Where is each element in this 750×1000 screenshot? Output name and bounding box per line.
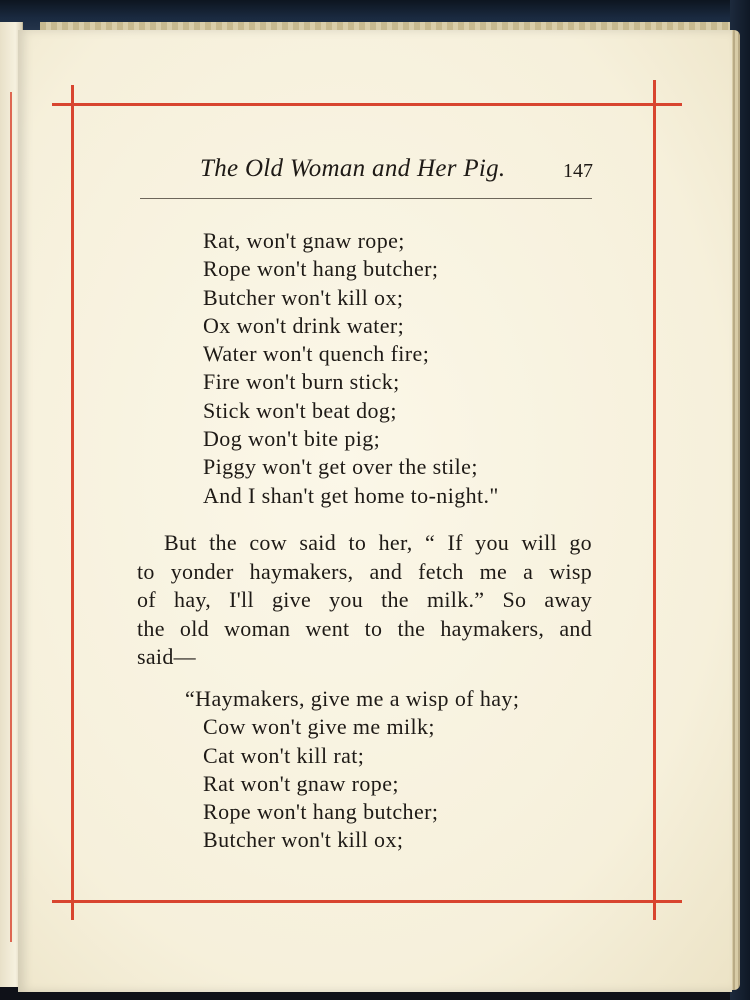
verse-line: Dog won't bite pig; — [203, 426, 381, 452]
prose-paragraph — [137, 529, 592, 672]
verse-line: Rat won't gnaw rope; — [203, 770, 399, 796]
verse-line: Cat won't kill rat; — [203, 742, 365, 768]
running-title: The Old Woman and Her Pig. — [200, 155, 506, 182]
verse-line: And I shan't get home to-night." — [203, 482, 499, 508]
verse-block-1 — [203, 227, 499, 510]
border-rule-bottom — [52, 900, 682, 903]
prose-line: But the cow said to her, “ If you will go — [164, 530, 592, 555]
border-rule-left — [71, 85, 74, 920]
verse-line: Cow won't give me milk; — [203, 714, 435, 740]
verse-line: Rope won't hang butcher; — [203, 256, 439, 282]
verse-line: Water won't quench fire; — [203, 341, 430, 367]
verse-line: Butcher won't kill ox; — [203, 284, 404, 310]
verse-line: Piggy won't get over the stile; — [203, 454, 478, 480]
border-rule-top — [52, 103, 682, 106]
page-number: 147 — [563, 160, 593, 182]
border-rule-right — [653, 80, 656, 920]
prose-line: of hay, I'll give you the milk.” So away — [137, 587, 592, 613]
header-rule — [140, 198, 592, 199]
verse-line: Fire won't burn stick; — [203, 369, 400, 395]
previous-page-border — [10, 92, 12, 942]
verse-line: Butcher won't kill ox; — [203, 827, 404, 853]
verse-line: “Haymakers, give me a wisp of hay; — [185, 686, 520, 711]
verse-line: Rat, won't gnaw rope; — [203, 228, 405, 253]
prose-line: to yonder haymakers, and fetch me a wisp — [137, 558, 592, 584]
verse-line: Rope won't hang butcher; — [203, 799, 439, 825]
verse-line: Ox won't drink water; — [203, 312, 405, 338]
verse-line: Stick won't beat dog; — [203, 397, 397, 423]
verse-block-2 — [185, 685, 519, 855]
prose-line: said— — [137, 644, 196, 670]
prose-line: the old woman went to the haymakers, and — [137, 615, 592, 641]
